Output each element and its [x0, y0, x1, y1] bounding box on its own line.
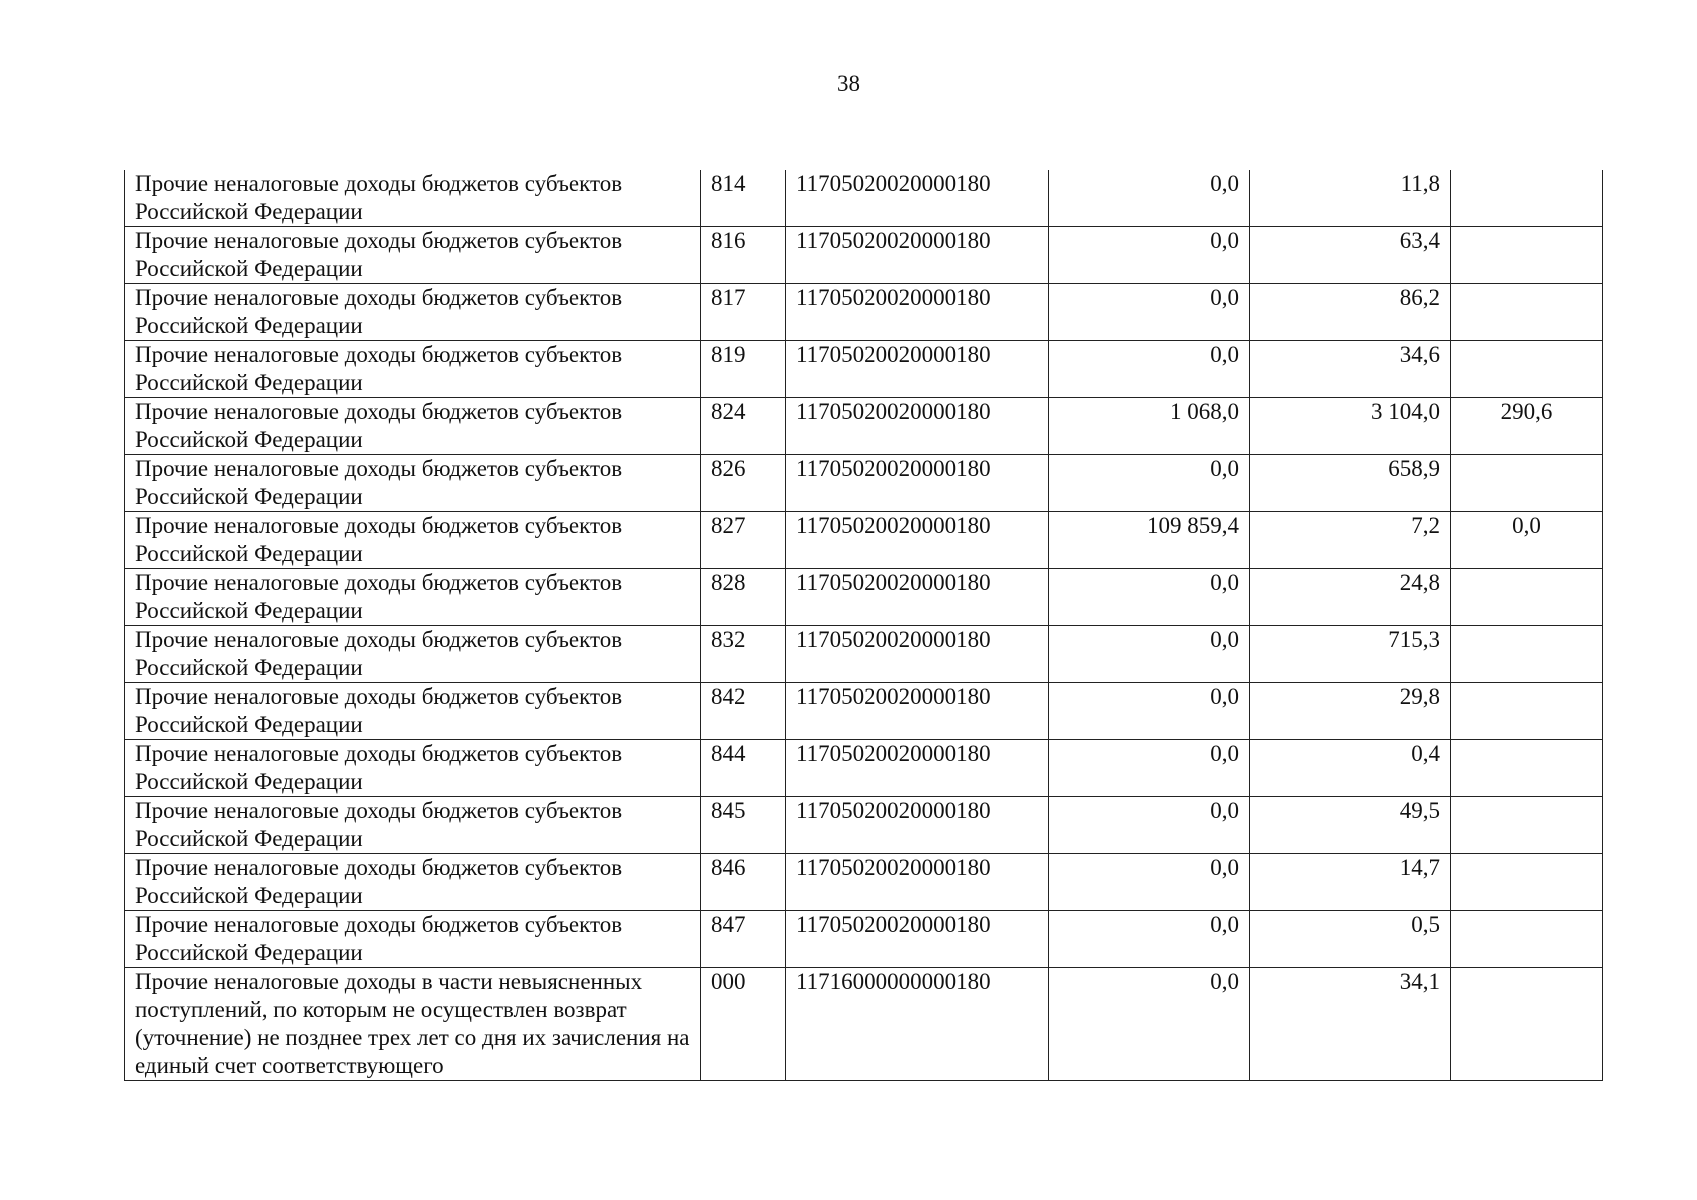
classification-code-cell: 11705020020000180 — [786, 683, 1049, 740]
classification-code-cell: 11705020020000180 — [786, 170, 1049, 227]
amount-1-cell: 0,0 — [1049, 797, 1250, 854]
table-row — [125, 911, 1603, 968]
amount-3-cell — [1451, 341, 1603, 398]
amount-2-cell: 29,8 — [1250, 683, 1451, 740]
classification-code-cell: 11705020020000180 — [786, 911, 1049, 968]
amount-2-cell: 63,4 — [1250, 227, 1451, 284]
amount-3-cell — [1451, 968, 1603, 1081]
classification-code-cell: 11705020020000180 — [786, 455, 1049, 512]
income-name-cell: Прочие неналоговые доходы бюджетов субъектов Российской Федерации — [125, 284, 701, 341]
classification-code-cell: 11716000000000180 — [786, 968, 1049, 1081]
admin-code-cell: 846 — [701, 854, 786, 911]
classification-code-cell: 11705020020000180 — [786, 512, 1049, 569]
amount-3-cell — [1451, 284, 1603, 341]
amount-1-cell: 0,0 — [1049, 968, 1250, 1081]
classification-code-cell: 11705020020000180 — [786, 227, 1049, 284]
amount-2-cell: 11,8 — [1250, 170, 1451, 227]
amount-1-cell: 0,0 — [1049, 455, 1250, 512]
amount-1-cell: 0,0 — [1049, 341, 1250, 398]
table-row — [125, 854, 1603, 911]
classification-code-cell: 11705020020000180 — [786, 341, 1049, 398]
admin-code-cell: 842 — [701, 683, 786, 740]
amount-2-cell: 14,7 — [1250, 854, 1451, 911]
classification-code-cell: 11705020020000180 — [786, 740, 1049, 797]
income-name-cell: Прочие неналоговые доходы бюджетов субъектов Российской Федерации — [125, 740, 701, 797]
admin-code-cell: 847 — [701, 911, 786, 968]
classification-code-cell: 11705020020000180 — [786, 398, 1049, 455]
income-name-cell: Прочие неналоговые доходы бюджетов субъектов Российской Федерации — [125, 626, 701, 683]
page-number: 38 — [837, 71, 860, 96]
admin-code-cell: 826 — [701, 455, 786, 512]
amount-1-cell: 0,0 — [1049, 911, 1250, 968]
amount-3-cell — [1451, 683, 1603, 740]
table-row — [125, 170, 1603, 227]
amount-3-cell — [1451, 227, 1603, 284]
amount-1-cell: 109 859,4 — [1049, 512, 1250, 569]
amount-2-cell: 86,2 — [1250, 284, 1451, 341]
classification-code-cell: 11705020020000180 — [786, 569, 1049, 626]
table-row — [125, 512, 1603, 569]
income-name-cell: Прочие неналоговые доходы бюджетов субъектов Российской Федерации — [125, 797, 701, 854]
table-row — [125, 626, 1603, 683]
admin-code-cell: 827 — [701, 512, 786, 569]
table-row — [125, 227, 1603, 284]
classification-code-cell: 11705020020000180 — [786, 626, 1049, 683]
amount-3-cell — [1451, 170, 1603, 227]
admin-code-cell: 845 — [701, 797, 786, 854]
table-row — [125, 569, 1603, 626]
admin-code-cell: 824 — [701, 398, 786, 455]
table-row — [125, 455, 1603, 512]
amount-1-cell: 0,0 — [1049, 170, 1250, 227]
income-name-cell: Прочие неналоговые доходы в части невыясненных поступлений, по которым не осуществлен возврат (уточнение) не позднее трех лет со дня их зачисления на единый счет соответствующего — [125, 968, 701, 1081]
amount-3-cell — [1451, 455, 1603, 512]
admin-code-cell: 814 — [701, 170, 786, 227]
amount-2-cell: 0,5 — [1250, 911, 1451, 968]
income-name-cell: Прочие неналоговые доходы бюджетов субъектов Российской Федерации — [125, 911, 701, 968]
admin-code-cell: 816 — [701, 227, 786, 284]
amount-3-cell — [1451, 626, 1603, 683]
income-name-cell: Прочие неналоговые доходы бюджетов субъектов Российской Федерации — [125, 854, 701, 911]
amount-2-cell: 7,2 — [1250, 512, 1451, 569]
amount-1-cell: 0,0 — [1049, 740, 1250, 797]
classification-code-cell: 11705020020000180 — [786, 797, 1049, 854]
amount-3-cell: 0,0 — [1451, 512, 1603, 569]
amount-2-cell: 49,5 — [1250, 797, 1451, 854]
amount-1-cell: 0,0 — [1049, 626, 1250, 683]
amount-3-cell — [1451, 797, 1603, 854]
income-name-cell: Прочие неналоговые доходы бюджетов субъектов Российской Федерации — [125, 398, 701, 455]
income-name-cell: Прочие неналоговые доходы бюджетов субъектов Российской Федерации — [125, 569, 701, 626]
amount-1-cell: 0,0 — [1049, 854, 1250, 911]
table-body — [125, 170, 1603, 1081]
amount-1-cell: 1 068,0 — [1049, 398, 1250, 455]
amount-2-cell: 34,1 — [1250, 968, 1451, 1081]
table-row — [125, 797, 1603, 854]
admin-code-cell: 832 — [701, 626, 786, 683]
table-row — [125, 740, 1603, 797]
income-name-cell: Прочие неналоговые доходы бюджетов субъектов Российской Федерации — [125, 227, 701, 284]
amount-3-cell — [1451, 854, 1603, 911]
amount-2-cell: 3 104,0 — [1250, 398, 1451, 455]
amount-3-cell: 290,6 — [1451, 398, 1603, 455]
table-row — [125, 398, 1603, 455]
admin-code-cell: 817 — [701, 284, 786, 341]
table-row — [125, 683, 1603, 740]
amount-3-cell — [1451, 911, 1603, 968]
income-name-cell: Прочие неналоговые доходы бюджетов субъектов Российской Федерации — [125, 683, 701, 740]
table-row — [125, 968, 1603, 1081]
amount-1-cell: 0,0 — [1049, 683, 1250, 740]
amount-1-cell: 0,0 — [1049, 569, 1250, 626]
amount-2-cell: 715,3 — [1250, 626, 1451, 683]
admin-code-cell: 844 — [701, 740, 786, 797]
amount-2-cell: 34,6 — [1250, 341, 1451, 398]
income-name-cell: Прочие неналоговые доходы бюджетов субъектов Российской Федерации — [125, 341, 701, 398]
table-row — [125, 284, 1603, 341]
admin-code-cell: 819 — [701, 341, 786, 398]
income-name-cell: Прочие неналоговые доходы бюджетов субъектов Российской Федерации — [125, 455, 701, 512]
income-name-cell: Прочие неналоговые доходы бюджетов субъектов Российской Федерации — [125, 170, 701, 227]
admin-code-cell: 828 — [701, 569, 786, 626]
amount-1-cell: 0,0 — [1049, 284, 1250, 341]
amount-3-cell — [1451, 740, 1603, 797]
amount-2-cell: 24,8 — [1250, 569, 1451, 626]
classification-code-cell: 11705020020000180 — [786, 284, 1049, 341]
amount-1-cell: 0,0 — [1049, 227, 1250, 284]
admin-code-cell: 000 — [701, 968, 786, 1081]
income-name-cell: Прочие неналоговые доходы бюджетов субъектов Российской Федерации — [125, 512, 701, 569]
classification-code-cell: 11705020020000180 — [786, 854, 1049, 911]
amount-3-cell — [1451, 569, 1603, 626]
budget-table — [124, 170, 1603, 1081]
amount-2-cell: 658,9 — [1250, 455, 1451, 512]
table-row — [125, 341, 1603, 398]
amount-2-cell: 0,4 — [1250, 740, 1451, 797]
